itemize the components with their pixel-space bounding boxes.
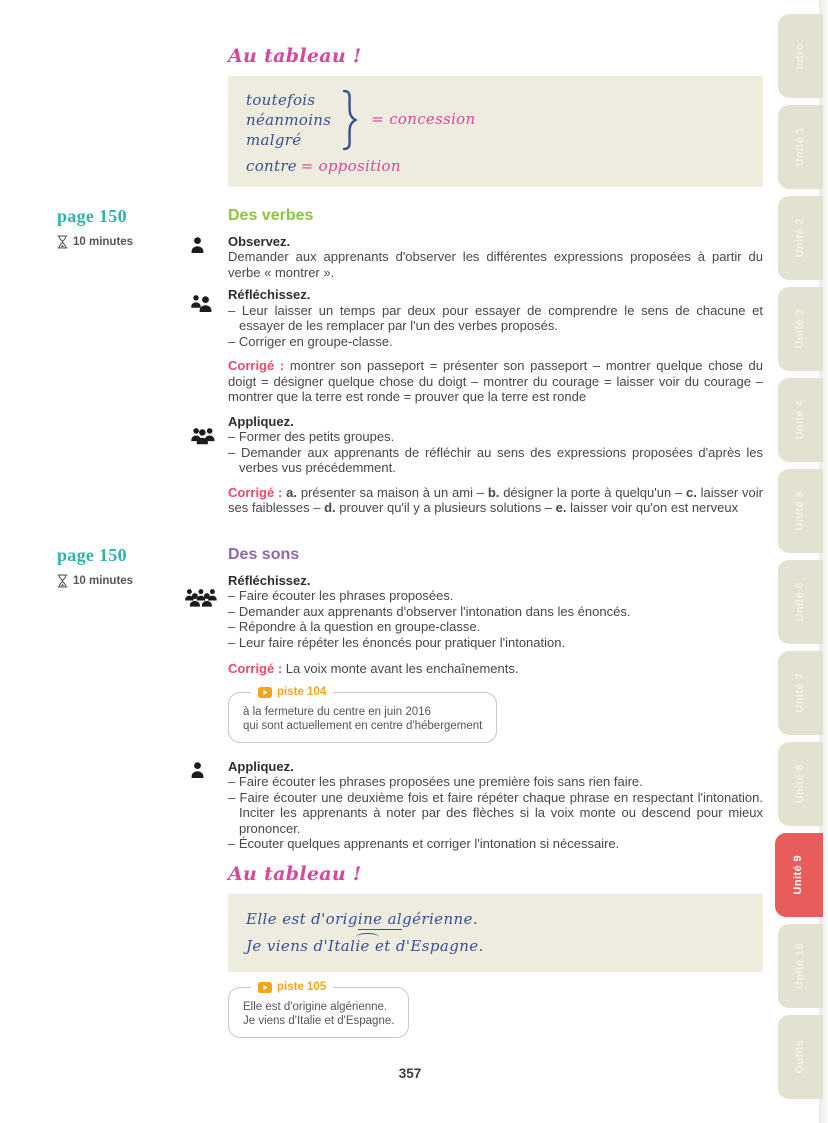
page-reference: page 150: [57, 544, 127, 565]
transcript-line: Je viens d'Italie et d'Espagne.: [243, 1014, 395, 1027]
tab-label: Unité 4: [793, 400, 806, 440]
crowd-icon: [184, 589, 218, 611]
concession-terms: [246, 90, 331, 150]
audio-transcript-box-104: [228, 685, 497, 743]
au-tableau-title: Au tableau !: [228, 862, 362, 885]
single-person-icon: [190, 237, 205, 253]
equals-opposition: = opposition: [300, 157, 401, 175]
piste-label: piste 104: [277, 685, 327, 698]
unit-tab-strip: [773, 14, 823, 1099]
term-toutefois: toutefois: [246, 91, 316, 109]
opposition-line: [246, 159, 745, 175]
page-number: 357: [398, 1066, 422, 1081]
tab-intro[interactable]: [778, 14, 823, 98]
bullet-item: – Former des petits groupes.: [228, 429, 395, 444]
tab-unite-1[interactable]: [778, 105, 823, 189]
hourglass-icon: [57, 574, 68, 588]
bullet-item: – Répondre à la question en groupe-classe.: [228, 619, 481, 634]
tab-unite-6[interactable]: [778, 560, 823, 644]
equals-concession: = concession: [371, 110, 476, 129]
three-people-icon: [190, 426, 216, 446]
activity-appliquez: [228, 759, 763, 852]
tab-unite-7[interactable]: [778, 651, 823, 735]
tab-unite-8[interactable]: [778, 742, 823, 826]
tab-unite-2[interactable]: [778, 196, 823, 280]
activity-appliquez: [228, 414, 763, 476]
tab-label: Unité 2: [793, 218, 806, 258]
activity-observez: [228, 234, 763, 281]
corrige-label: Corrigé :: [228, 661, 283, 676]
corrige-block: [228, 661, 763, 677]
activity-label: Réfléchissez.: [228, 287, 311, 302]
margin-column: [57, 546, 217, 590]
corrige-label: Corrigé :: [228, 358, 285, 373]
bullet-item: – Demander aux apprenants de réfléchir au sens des expressions proposées d'après les verbes vus précédemment.: [228, 444, 763, 475]
tab-label: Unité 7: [793, 673, 806, 713]
example-sentence-2: Je viens d'Italie et d'Espagne.: [246, 936, 484, 955]
activity-reflechissez: [228, 287, 763, 349]
piste-105-section: [228, 980, 763, 1038]
corrige-block: [228, 358, 763, 405]
hourglass-icon: [57, 235, 68, 249]
au-tableau-title: Au tableau !: [228, 45, 362, 67]
duration-text: 10 minutes: [73, 574, 134, 587]
tab-label: Unité 9: [792, 855, 805, 895]
tab-label: Unité 5: [793, 491, 806, 531]
bullet-item: – Demander aux apprenants d'observer l'intonation dans les énoncés.: [228, 603, 631, 619]
blackboard-box: [228, 76, 763, 187]
audio-play-icon: [258, 982, 272, 993]
tab-unite-9[interactable]: [775, 833, 823, 917]
single-person-icon: [190, 762, 205, 778]
activity-label: Observez.: [228, 233, 291, 249]
piste-label: piste 105: [277, 980, 327, 993]
term-contre: contre: [246, 157, 297, 175]
audio-transcript-box-105: [228, 980, 409, 1038]
bullet-item: – Faire écouter les phrases proposées.: [228, 588, 454, 603]
duration-text: 10 minutes: [73, 235, 134, 248]
tab-unite-3[interactable]: [778, 287, 823, 371]
term-neanmoins: néanmoins: [246, 111, 332, 129]
tab-label: Unité 1: [793, 127, 806, 167]
corrige-text: La voix monte avant les enchaînements.: [285, 661, 519, 676]
activity-label: Appliquez.: [228, 413, 294, 429]
bullet-item: – Leur laisser un temps par deux pour essayer de comprendre le sens de chacune et essayer de les remplacer par l'un des verbes proposés.: [228, 302, 763, 333]
audio-play-icon: [258, 687, 272, 698]
curly-brace: [341, 88, 361, 152]
tab-label: Unité 10: [793, 943, 806, 989]
tab-label: Unité 8: [793, 764, 806, 804]
corrige-label: Corrigé :: [228, 484, 283, 500]
corrige-block: [228, 485, 763, 516]
activity-label: Appliquez.: [228, 758, 294, 774]
duration-indicator: [57, 574, 217, 590]
piste-tag: [251, 685, 333, 701]
section-title: Des sons: [228, 545, 300, 563]
transcript-line: Elle est d'origine algérienne.: [243, 1000, 388, 1013]
transcript-line: à la fermeture du centre en juin 2016: [243, 705, 431, 718]
transcript-line: qui sont actuellement en centre d'hébergement: [243, 719, 483, 732]
tab-outils[interactable]: [778, 1015, 823, 1099]
bullet-item: – Faire écouter les phrases proposées une première fois sans rien faire.: [228, 774, 643, 789]
tab-label: Unité 6: [793, 582, 806, 622]
section-title: Des verbes: [228, 206, 314, 224]
activity-reflechissez: [228, 573, 763, 651]
bullet-item: – Écouter quelques apprenants et corriger l'intonation si nécessaire.: [228, 836, 620, 851]
tab-unite-10[interactable]: [778, 924, 823, 1008]
two-people-icon: [190, 295, 213, 312]
tab-label: Intro: [793, 42, 806, 70]
tab-unite-4[interactable]: [778, 378, 823, 462]
blackboard-box: [228, 894, 763, 972]
section-des-verbes: [57, 205, 764, 516]
tab-label: Outils: [793, 1040, 806, 1074]
corrige-text: montrer son passeport = présenter son passeport – montrer quelque chose du doigt = désigner quelque chose du doigt – montrer du courage = laisser voir du courage – montrer que la terre est ronde = prouver que la terre est ronde: [228, 358, 764, 404]
corrige-text: a. présenter sa maison à un ami – b. désigner la porte à quelqu'un – c. laisser voir ses faiblesses – d. prouver qu'il y a plusieurs solutions – e. laisser voir qu'on est nerveux: [228, 484, 763, 515]
book-page: [57, 0, 763, 1038]
page-reference: page 150: [57, 205, 127, 226]
activity-label: Réfléchissez.: [228, 572, 311, 588]
example-sentence-1: Elle est d'origine algérienne.: [246, 909, 479, 928]
tab-label: Unité 3: [793, 309, 806, 349]
bullet-item: – Leur faire répéter les énoncés pour pratiquer l'intonation.: [228, 634, 566, 650]
tab-unite-5[interactable]: [778, 469, 823, 553]
bullet-item: – Corriger en groupe-classe.: [228, 333, 393, 349]
au-tableau-section-1: [228, 0, 763, 187]
bullet-item: – Faire écouter une deuxième fois et faire répéter chaque phrase en respectant l'intonation. Inciter les apprenants à noter par des flèches si la voix monte ou descend pour mieux prononcer.: [228, 789, 763, 836]
au-tableau-section-2: [228, 862, 763, 972]
piste-tag: [251, 980, 333, 996]
term-malgre: malgré: [246, 131, 302, 149]
section-des-sons: [57, 544, 763, 852]
activity-text: Demander aux apprenants d'observer les différentes expressions proposées à partir du verbe « montrer ».: [228, 249, 763, 280]
